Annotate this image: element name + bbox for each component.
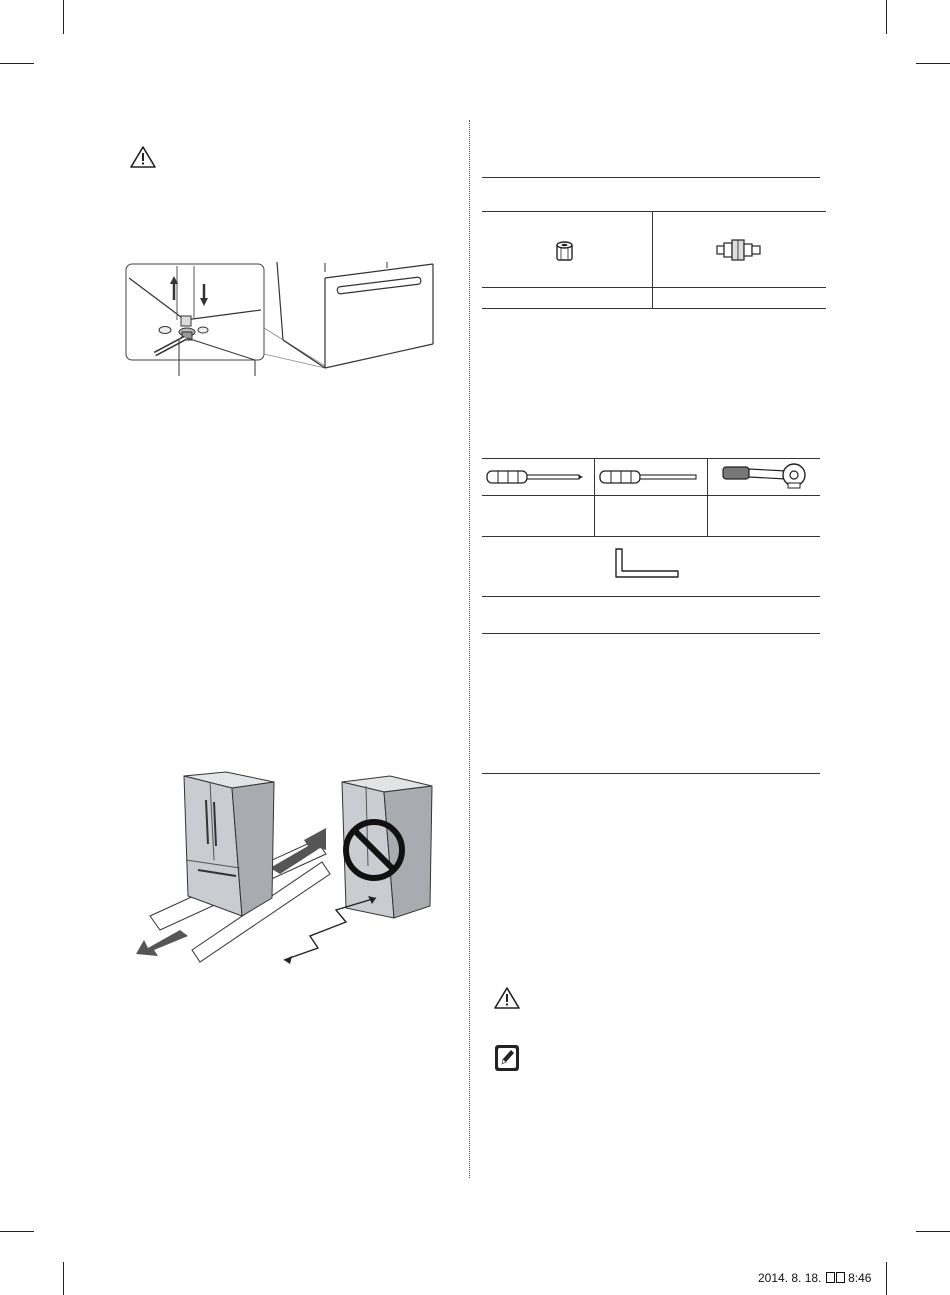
leveling-foot-illustration <box>125 258 440 378</box>
table-rule <box>482 633 820 634</box>
section-rule <box>482 773 820 774</box>
table-rule <box>652 211 653 308</box>
crop-mark-bottom-left-vertical <box>63 1262 64 1295</box>
table-rule <box>482 596 820 597</box>
crop-mark-top-right-vertical <box>886 0 887 34</box>
water-connector-fitting-icon <box>716 238 762 262</box>
crop-mark-top-left-horizontal <box>0 63 34 64</box>
column-divider <box>469 120 470 1178</box>
hex-key-icon <box>614 547 680 579</box>
flat-screwdriver-icon <box>599 468 699 486</box>
table-rule <box>594 458 595 536</box>
moving-refrigerator-illustration <box>140 770 440 970</box>
socket-wrench-icon <box>722 462 808 490</box>
phillips-screwdriver-icon <box>486 468 584 486</box>
crop-mark-bottom-right-vertical <box>886 1262 887 1295</box>
compression-nut-icon <box>555 240 575 262</box>
warning-triangle-icon <box>130 146 156 168</box>
placeholder-glyph-icon <box>836 1272 845 1283</box>
note-pencil-icon <box>494 1044 520 1072</box>
table-rule <box>482 287 826 288</box>
print-footer <box>758 1271 871 1285</box>
table-rule <box>482 308 826 309</box>
print-time: 8:46 <box>848 1271 872 1285</box>
crop-mark-bottom-right-horizontal <box>916 1231 950 1232</box>
table-rule <box>482 495 820 496</box>
crop-mark-top-right-horizontal <box>916 63 950 64</box>
placeholder-glyph-icon <box>826 1272 835 1283</box>
table-rule <box>482 211 826 212</box>
warning-triangle-icon <box>494 987 520 1009</box>
table-rule <box>482 177 820 178</box>
push-arrow-front-icon <box>136 930 188 956</box>
crop-mark-bottom-left-horizontal <box>0 1231 34 1232</box>
table-rule <box>482 536 820 537</box>
print-date: 2014. 8. 18. <box>758 1271 822 1285</box>
crop-mark-top-left-vertical <box>63 0 64 34</box>
table-rule <box>707 458 708 536</box>
table-rule <box>482 458 820 459</box>
